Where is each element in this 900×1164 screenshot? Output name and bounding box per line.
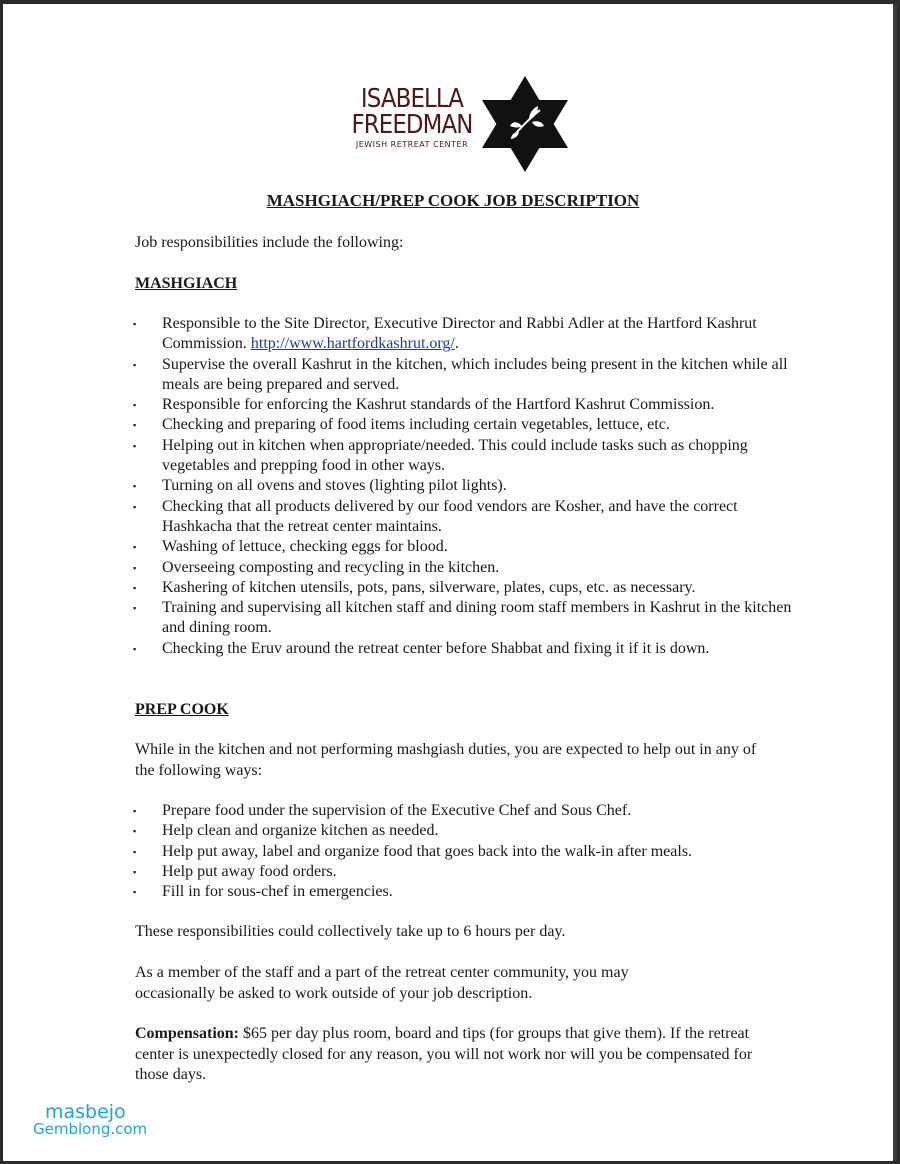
prep-cook-intro: While in the kitchen and not performing mashgiash duties, you are expected to help out in any of the following ways: <box>135 741 757 779</box>
intro-text: Job responsibilities include the following: <box>135 234 404 251</box>
list-item <box>133 497 793 538</box>
hours-note: These responsibilities could collectively take up to 6 hours per day. <box>135 923 566 940</box>
bullet-icon: ▪ <box>133 400 137 411</box>
star-of-david-icon <box>482 76 568 172</box>
watermark-line-2: Gemblong.com <box>33 1120 148 1138</box>
list-item <box>133 537 793 557</box>
list-item-text: Help put away food orders. <box>162 862 337 880</box>
list-item-text: Supervise the overall Kashrut in the kitchen, which includes being present in the kitchen while all meals are being prepared and served. <box>162 355 788 393</box>
document-title: MASHGIACH/PREP COOK JOB DESCRIPTION <box>266 191 640 210</box>
list-item-text: Responsible to the Site Director, Executive Director and Rabbi Adler at the Hartford Kashrut Commission. <box>162 315 757 353</box>
list-item-text: Helping out in kitchen when appropriate/needed. This could include tasks such as chopping vegetables and prepping food in other ways. <box>162 436 748 475</box>
list-item-text: Fill in for sous-chef in emergencies. <box>162 883 393 901</box>
list-item <box>133 821 793 841</box>
logo-line-subtitle: JEWISH RETREAT CENTER <box>355 140 469 149</box>
compensation-text: $65 per day plus room, board and tips (for groups that give them). If the retreat center is unexpectedly closed for any reason, you will not work nor will you be compensated for those days. <box>135 1025 753 1083</box>
bullet-icon: ▪ <box>133 643 137 654</box>
list-item-text: Checking that all products delivered by our food vendors are Kosher, and have the correct Hashkacha that the retreat center maintains. <box>162 497 738 535</box>
list-item <box>133 578 793 598</box>
list-item <box>133 395 793 415</box>
list-item-text: Prepare food under the supervision of the Executive Chef and Sous Chef. <box>162 802 632 819</box>
bullet-icon: ▪ <box>133 603 137 614</box>
list-item <box>133 476 793 496</box>
section-heading-prep-cook: PREP COOK <box>135 701 229 718</box>
list-item-text: Help clean and organize kitchen as needed. <box>162 822 439 840</box>
list-item <box>133 415 793 435</box>
list-item-text: Overseeing composting and recycling in the kitchen. <box>162 558 500 576</box>
list-item-text: Kashering of kitchen utensils, pots, pans, silverware, plates, cups, etc. as necessary. <box>162 578 696 596</box>
list-item-text: Turning on all ovens and stoves (lighting pilot lights). <box>162 477 507 495</box>
hartford-kashrut-link[interactable]: http://www.hartfordkashrut.org/ <box>250 335 455 353</box>
bullet-icon: ▪ <box>133 582 137 593</box>
list-item-text: Help put away, label and organize food that goes back into the walk-in after meals. <box>162 842 693 860</box>
compensation-paragraph <box>135 1024 775 1086</box>
watermark <box>33 1102 147 1137</box>
list-item-text: Training and supervising all kitchen staff and dining room staff members in Kashrut in the kitchen and dining room. <box>162 599 792 637</box>
list-item <box>133 436 793 477</box>
bullet-icon: ▪ <box>133 562 137 573</box>
logo-line-isabella: ISABELLA <box>360 84 464 114</box>
list-item <box>133 558 793 578</box>
mashgiach-list <box>133 314 793 659</box>
list-item <box>133 882 793 902</box>
list-item <box>133 862 793 882</box>
list-item <box>133 355 793 396</box>
prep-cook-list <box>133 801 793 902</box>
bullet-icon: ▪ <box>133 866 137 877</box>
logo-line-freedman: FREEDMAN <box>351 110 473 140</box>
list-item-text: Responsible for enforcing the Kashrut standards of the Hartford Kashrut Commission. <box>162 396 715 414</box>
list-item <box>133 801 793 821</box>
list-item-text: Checking and preparing of food items including certain vegetables, lettuce, etc. <box>162 416 670 434</box>
bullet-icon: ▪ <box>133 420 137 431</box>
section-heading-mashgiach: MASHGIACH <box>135 275 238 292</box>
bullet-icon: ▪ <box>133 359 137 370</box>
watermark-line-1: masbejo <box>45 1101 126 1123</box>
bullet-icon: ▪ <box>133 887 137 898</box>
bullet-icon: ▪ <box>133 501 137 512</box>
bullet-icon: ▪ <box>133 542 137 553</box>
bullet-icon: ▪ <box>133 806 137 816</box>
bullet-icon: ▪ <box>133 846 137 857</box>
list-item <box>133 842 793 862</box>
staff-note: As a member of the staff and a part of the retreat center community, you may occasionally be asked to work outside of your job description. <box>135 964 629 1002</box>
list-item <box>133 314 793 355</box>
list-item <box>133 639 793 659</box>
list-item-text: Checking the Eruv around the retreat center before Shabbat and fixing it if it is down. <box>162 639 710 657</box>
isabella-freedman-logo <box>336 76 576 172</box>
list-item <box>133 598 793 639</box>
list-item-text: Washing of lettuce, checking eggs for blood. <box>162 538 448 556</box>
logo-wordmark <box>336 86 488 149</box>
bullet-icon: ▪ <box>133 319 137 329</box>
compensation-label: Compensation: <box>135 1025 240 1042</box>
bullet-icon: ▪ <box>133 440 137 451</box>
bullet-icon: ▪ <box>133 481 137 492</box>
bullet-icon: ▪ <box>133 826 137 837</box>
list-item-end: . <box>454 335 459 353</box>
